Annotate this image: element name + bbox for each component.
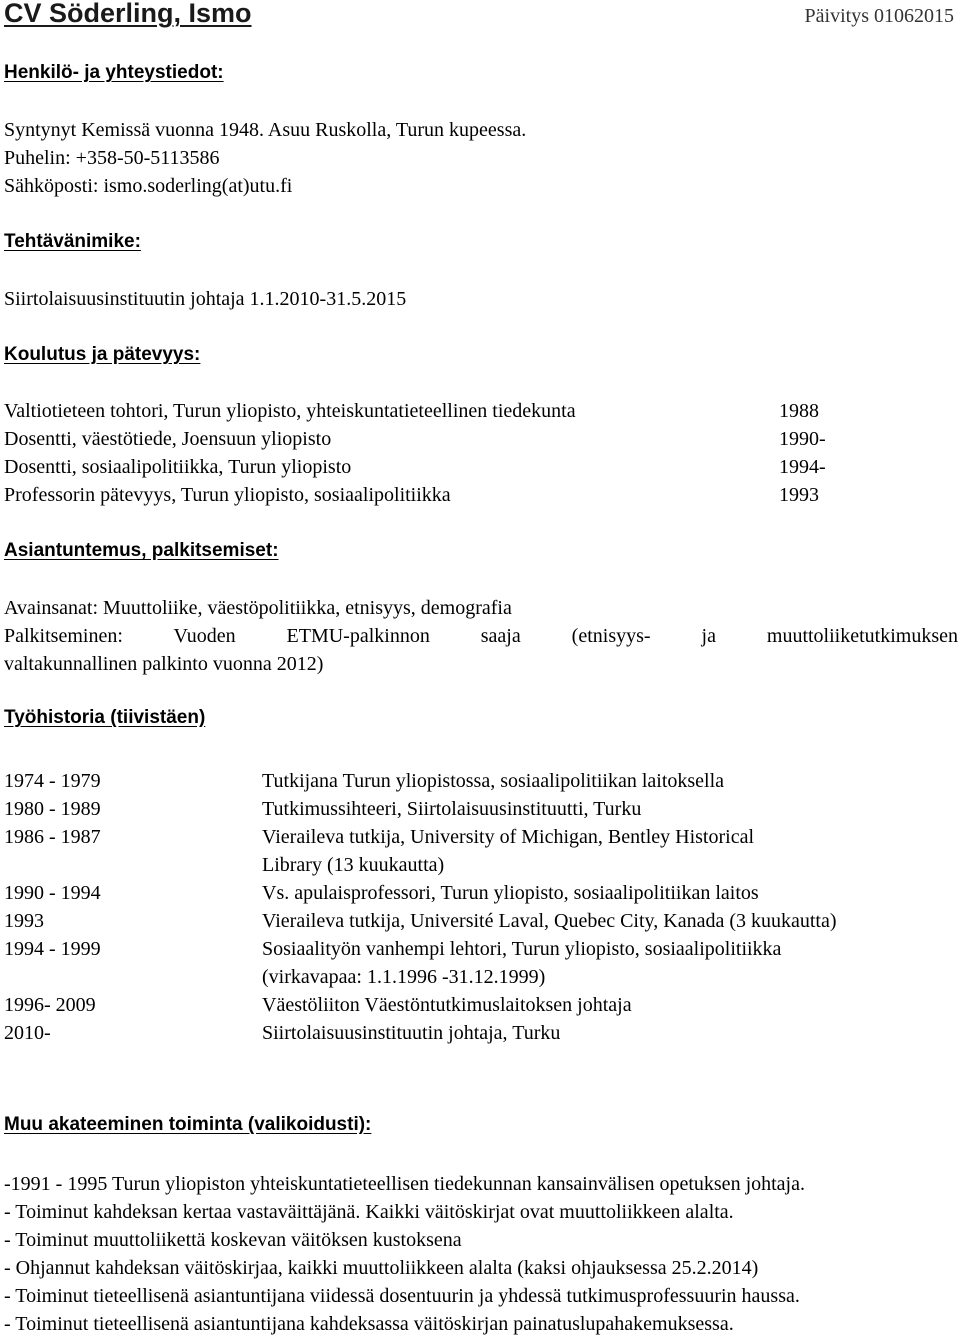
work-role-continued: Library (13 kuukautta): [262, 854, 445, 876]
work-heading: Työhistoria (tiivistäen): [4, 707, 206, 728]
academic-item: - Toiminut tieteellisenä asiantuntijana viidessä dosentuurin ja yhdessä tutkimusprofessuurin haussa.: [4, 1285, 800, 1307]
academic-item: -1991 - 1995 Turun yliopiston yhteiskuntatieteellisen tiedekunnan kansainvälisen opetuksen johtaja.: [4, 1173, 805, 1195]
work-period: 1980 - 1989: [4, 798, 101, 820]
education-year: 1988: [779, 400, 819, 422]
academic-item: - Toiminut tieteellisenä asiantuntijana kahdeksassa väitöskirjan painatuslupahakemuksessa.: [4, 1313, 734, 1335]
work-row: [4, 823, 958, 879]
work-row: [4, 935, 958, 991]
work-row: [4, 795, 958, 823]
work-period: 1996- 2009: [4, 994, 96, 1016]
work-row: [4, 907, 958, 935]
contact-heading: Henkilö- ja yhteystiedot:: [4, 62, 224, 83]
education-year: 1990-: [779, 428, 826, 450]
education-year: 1994-: [779, 456, 826, 478]
job-title-heading: Tehtävänimike:: [4, 231, 141, 252]
work-period: 1994 - 1999: [4, 938, 101, 960]
expertise-heading: Asiantuntemus, palkitsemiset:: [4, 540, 279, 561]
education-row: [4, 481, 958, 509]
work-row: [4, 767, 958, 795]
education-year: 1993: [779, 484, 819, 506]
work-period: 1986 - 1987: [4, 826, 101, 848]
education-row: [4, 425, 958, 453]
work-role: Tutkimussihteeri, Siirtolaisuusinstituutti, Turku: [262, 798, 642, 820]
update-date: Päivitys 01062015: [804, 5, 954, 27]
expertise-award-line2: valtakunnallinen palkinto vuonna 2012): [4, 653, 324, 675]
page-title: CV Söderling, Ismo: [4, 0, 252, 28]
work-period: 2010-: [4, 1022, 51, 1044]
academic-heading: Muu akateeminen toiminta (valikoidusti):: [4, 1114, 372, 1135]
work-role: Siirtolaisuusinstituutin johtaja, Turku: [262, 1022, 561, 1044]
work-role: Tutkijana Turun yliopistossa, sosiaalipolitiikan laitoksella: [262, 770, 725, 792]
contact-phone: Puhelin: +358-50-5113586: [4, 147, 220, 169]
work-role: Sosiaalityön vanhempi lehtori, Turun yliopisto, sosiaalipolitiikka: [262, 938, 782, 960]
education-heading: Koulutus ja pätevyys:: [4, 344, 201, 365]
work-period: 1974 - 1979: [4, 770, 101, 792]
work-role: Vieraileva tutkija, Université Laval, Quebec City, Kanada (3 kuukautta): [262, 910, 837, 932]
contact-birth: Syntynyt Kemissä vuonna 1948. Asuu Ruskolla, Turun kupeessa.: [4, 119, 527, 141]
education-desc: Professorin pätevyys, Turun yliopisto, sosiaalipolitiikka: [4, 484, 451, 506]
education-row: [4, 453, 958, 481]
expertise-keywords: Avainsanat: Muuttoliike, väestöpolitiikka, etnisyys, demografia: [4, 597, 512, 619]
education-desc: Dosentti, sosiaalipolitiikka, Turun yliopisto: [4, 456, 352, 478]
job-title-line: Siirtolaisuusinstituutin johtaja 1.1.2010-31.5.2015: [4, 288, 407, 310]
academic-item: - Ohjannut kahdeksan väitöskirjaa, kaikki muuttoliikkeen alalta (kaksi ohjauksessa 25.2.2014): [4, 1257, 759, 1279]
work-period: 1993: [4, 910, 44, 932]
work-row: [4, 1019, 958, 1047]
work-period: 1990 - 1994: [4, 882, 101, 904]
title-row: [4, 0, 958, 34]
expertise-award-line1: Palkitseminen: Vuoden ETMU-palkinnon saaja (etnisyys- ja muuttoliiketutkimuksen: [4, 625, 958, 647]
work-row: [4, 879, 958, 907]
work-role-continued: (virkavapaa: 1.1.1996 -31.12.1999): [262, 966, 546, 988]
work-row: [4, 991, 958, 1019]
work-role: Väestöliiton Väestöntutkimuslaitoksen johtaja: [262, 994, 632, 1016]
academic-item: - Toiminut kahdeksan kertaa vastaväittäjänä. Kaikki väitöskirjat ovat muuttoliikkeen alalta.: [4, 1201, 734, 1223]
academic-item: - Toiminut muuttoliikettä koskevan väitöksen kustoksena: [4, 1229, 462, 1251]
education-desc: Dosentti, väestötiede, Joensuun yliopisto: [4, 428, 332, 450]
education-row: [4, 397, 958, 425]
work-role: Vieraileva tutkija, University of Michigan, Bentley Historical: [262, 826, 755, 848]
work-role: Vs. apulaisprofessori, Turun yliopisto, sosiaalipolitiikan laitos: [262, 882, 759, 904]
education-desc: Valtiotieteen tohtori, Turun yliopisto, yhteiskuntatieteellinen tiedekunta: [4, 400, 576, 422]
contact-email: Sähköposti: ismo.soderling(at)utu.fi: [4, 175, 293, 197]
